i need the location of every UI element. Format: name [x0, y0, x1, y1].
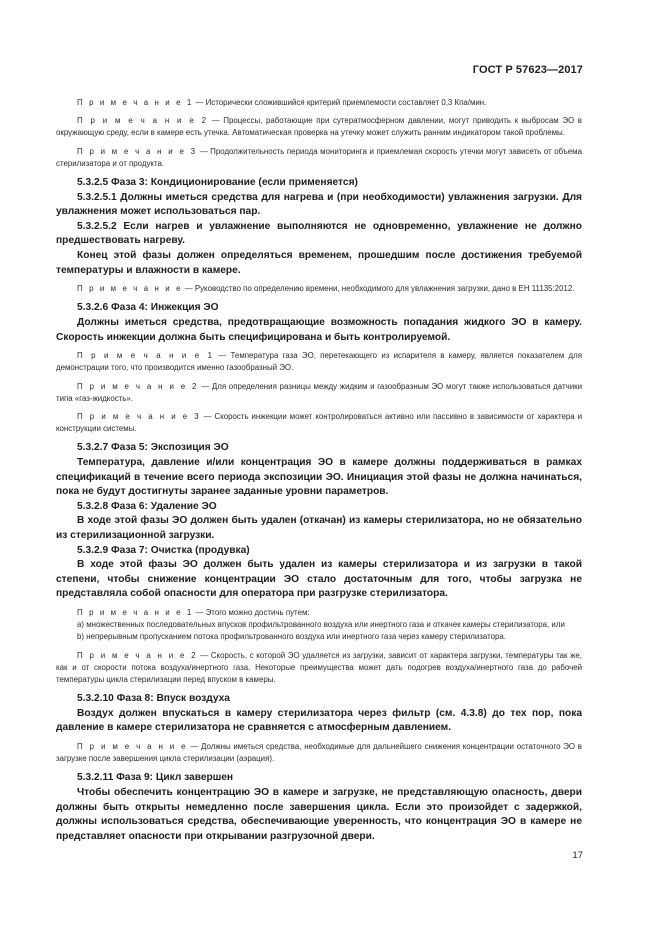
note-text: — Исторически сложившийся критерий приемлемости составляет 0,3 Кпа/мин. — [193, 98, 487, 107]
paragraph: 5.3.2.9 Фаза 7: Очистка (продувка) — [77, 544, 250, 556]
note-label: П р и м е ч а н и е 1 — [77, 607, 194, 617]
paragraph: Воздух должен впускаться в камеру стерилизатора через фильтр (см. 4.3.8) до тех пор, пока давление в камере стерилизатора не сравняется с атмосферным давлением. — [56, 707, 582, 734]
note-text: — Этого можно достичь путем: — [193, 607, 310, 617]
note-label: П р и м е ч а н и е 1 — [77, 351, 215, 361]
paragraph: Конец этой фазы должен определяться временем, прошедшим после достижения требуемой температуры и влажности в камере. — [56, 249, 582, 276]
note-label: П р и м е ч а н и е — [77, 741, 188, 751]
note-label: П р и м е ч а н и е 3 — [77, 411, 201, 421]
note — [56, 381, 582, 405]
note — [56, 115, 582, 139]
note-label: П р и м е ч а н и е 2 — [77, 116, 209, 126]
note-label: П р и м е ч а н и е 2 — [77, 381, 199, 391]
paragraph: В ходе этой фазы ЭО должен быть удален из камеры стерилизатора и из загрузки в такой степени, чтобы снижение концентрации ЭО стало достаточным для того, чтобы загрузка не представляла собой опасности для оператора при разгрузке стерилизатора. — [56, 559, 582, 600]
paragraph: 5.3.2.11 Фаза 9: Цикл завершен — [77, 772, 234, 784]
note-label: П р и м е ч а н и е 1 — [77, 98, 194, 107]
paragraph: 5.3.2.10 Фаза 8: Впуск воздуха — [77, 693, 230, 705]
note — [56, 411, 582, 435]
note — [56, 97, 582, 109]
paragraph: 5.3.2.5.1 Должны иметься средства для нагрева и (при необходимости) увлажнения загрузки. Для увлажнения может использоваться пар. — [56, 191, 582, 218]
paragraph: В ходе этой фазы ЭО должен быть удален (откачан) из камеры стерилизатора, но не обязательно из стерилизационной загрузки. — [56, 515, 582, 541]
note-text: — Скорость, с которой ЭО удаляется из загрузки, зависит от характера загрузки, температуры так же, как и от скорости потока воздуха/инертного газа. Некоторые преимущества может дать подогрев воздуха/инертного газа до рабочей температуры цикла стерилизации перед впуском в камеры. — [56, 650, 582, 684]
note — [56, 350, 582, 374]
paragraph: 5.3.2.5.2 Если нагрев и увлажнение выполняются не одновременно, увлажнение не должно предшествовать нагреву. — [56, 220, 582, 247]
paragraph: 5.3.2.5 Фаза 3: Кондиционирование (если применяется) — [77, 177, 358, 189]
note — [56, 146, 582, 170]
paragraph: Должны иметься средства, предотвращающие возможность попадания жидкого ЭО в камеру. Скорость инжекции должна быть специфицирована и быть контролируемой. — [56, 316, 582, 343]
paragraph: Температура, давление и/или концентрация ЭО в камере должны поддерживаться в рамках спецификаций в течение всего периода экспозиции ЭО. Инициация этой фазы не должна начинаться, пока не будут достигнуты заранее заданные уровни параметров. — [56, 456, 582, 498]
note-text: — Температура газа ЭО, перетекающего из испарителя в камеру, является показателем для демонстрации того, что производится именно газообразный ЭО. — [56, 351, 582, 373]
list-item: b) непрерывным пропусканием потока профильтрованного воздуха или инертного газа через камеру стерилизатора. — [77, 632, 506, 642]
paragraph: 5.3.2.7 Фаза 5: Экспозиция ЭО — [77, 442, 229, 454]
note-label: П р и м е ч а н и е — [77, 284, 183, 294]
page-number: 17 — [572, 850, 583, 861]
paragraph: 5.3.2.8 Фаза 6: Удаление ЭО — [77, 500, 217, 512]
note-text: — Продолжительность периода мониторинга и приемлемая скорость утечки могут зависеть от объема стерилизатора и от продукта. — [56, 146, 582, 168]
note-text: — Скорость инжекции может контролироваться активно или пассивно в зависимости от характера и конструкции системы. — [56, 411, 582, 434]
note-text: — Должны иметься средства, необходимые для дальнейшего снижения концентрации остаточного ЭО в загрузке после завершения цикла стерилизации (аэрация). — [56, 741, 582, 764]
note-label: П р и м е ч а н и е 3 — [77, 146, 198, 156]
note — [56, 607, 582, 619]
note — [56, 283, 582, 295]
document-header: ГОСТ Р 57623—2017 — [472, 64, 583, 76]
note-label: П р и м е ч а н и е 2 — [77, 650, 198, 660]
list-item: a) множественных последовательных впусков профильтрованного воздуха или инертного газа и откачек камеры стерилизатора, или — [77, 620, 565, 630]
document-body — [56, 92, 582, 844]
note-text: — Руководство по определению времени, необходимого для увлажнения загрузки, дано в ЕН 11135:2012. — [182, 284, 575, 294]
paragraph: Чтобы обеспечить концентрацию ЭО в камере и загрузке, не представляющую опасность, двери должны быть открыты немедленно после завершения цикла. Если это произойдет с задержкой, должны использоваться средства, обеспечивающие уверенность, что концентрация ЭО в камере не представляет опасности при открывании разгрузочной двери. — [56, 786, 582, 842]
note — [56, 650, 582, 687]
note-text: — Процессы, работающие при сутератмосферном давлении, могут приводить к выбросам ЭО в окружающую среду, если в камере есть утечка. Автоматическая проверка на утечку может служить ранним индикатором такой проблемы. — [56, 116, 582, 138]
paragraph: 5.3.2.6 Фаза 4: Инжекция ЭО — [77, 302, 219, 314]
note — [56, 741, 582, 765]
note-text: — Для определения разницы между жидким и газообразным ЭО могут также использоваться датчики типа «газ-жидкость». — [56, 381, 582, 403]
